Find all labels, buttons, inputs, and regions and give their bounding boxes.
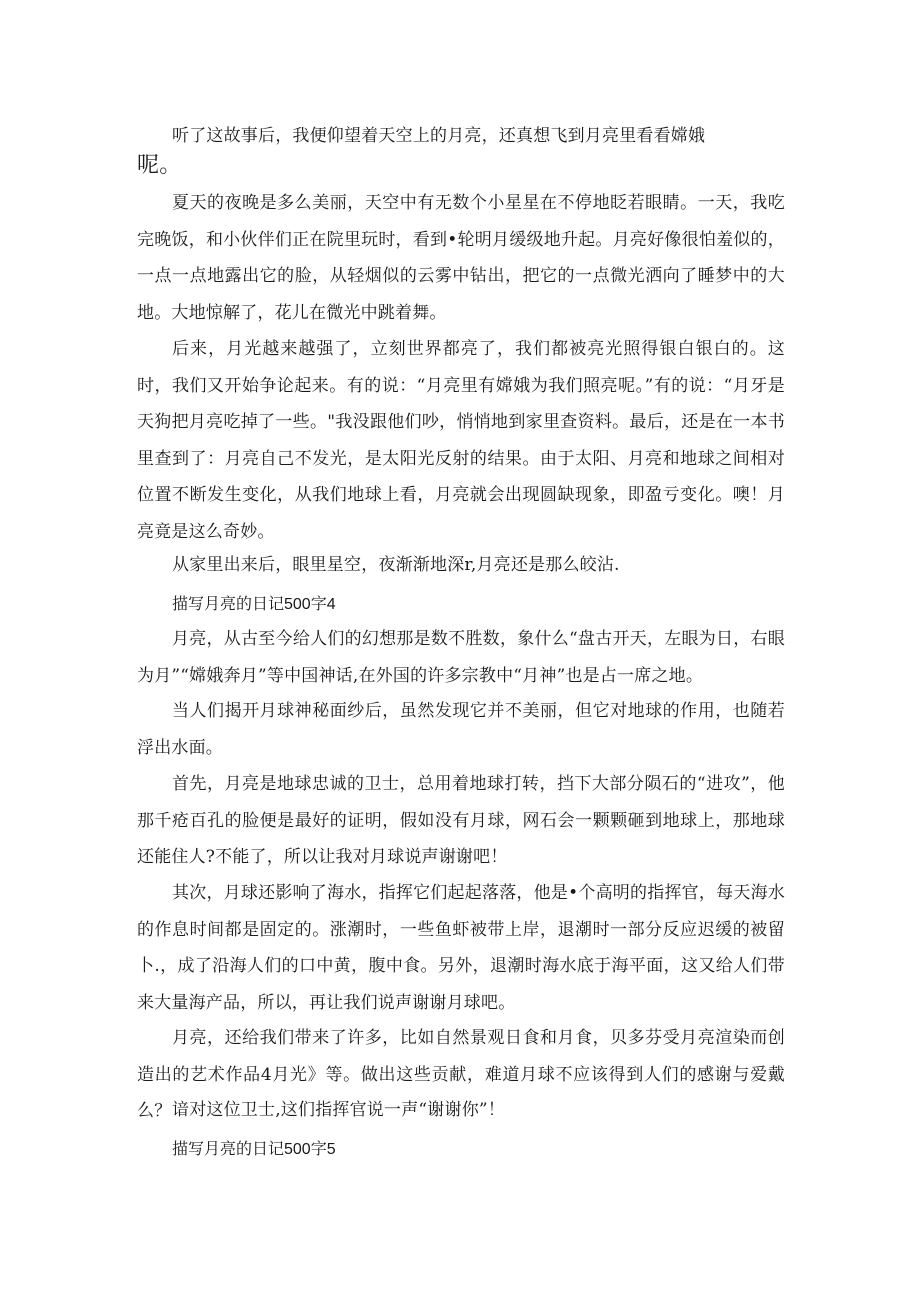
paragraph-summer-night: 夏天的夜晚是多么美丽，天空中有无数个小星星在不停地眨若眼睛。一天，我吃完晚饭，和小伙伴们正在院里玩时，看到•轮明月缓级地升起。月亮好像很怕羞似的，一点一点地露出它的脸，从轻烟似的云雾中钻出，把它的一点微光洒向了睡梦中的大地。大地惊解了，花儿在微光中跳着舞。 — [137, 193, 785, 323]
paragraph-moon-tides: 其次，月球还影响了海水，指挥它们起起落落，他是•个高明的指挥官，每天海水的作息时间都是固定的。涨潮时，一些鱼虾被带上岸，退潮时一部分反应迟缓的被留卜.，成了沿海人们的口中黄，腹中食。另外，退潮时海水底于海平面，这又给人们带来大量海产品，所以，再让我们说声谢谢月球吧。 — [137, 883, 785, 1013]
paragraph-moonlight-debate: 后来，月光越来越强了，立刻世界都亮了，我们都被亮光照得银白银白的。这时，我们又开始争论起来。有的说：“月亮里有嫦娥为我们照亮呢。”有的说：“月牙是天狗把月亮吃掉了一些。"我没跟他们吵，悄悄地到家里查资料。最后，还是在一本书里查到了：月亮自己不发光，是太阳光反射的结果。由于太阳、月亮和地球之间相对位置不断发生变化，从我们地球上看，月亮就会出现圆缺现象，即盈亏变化。噢！月亮竟是这么奇妙。 — [137, 339, 785, 542]
paragraph-thank-you: 谙对这位卫士,这们指挥官说一声“谢谢你”！ — [172, 1100, 505, 1120]
paragraph-moon-myths: 月亮，从古至今给人们的幻想那是数不胜数，象什么“盘古开天，左眼为日，右眼为月”“嫦娥奔月”等中国神话,在外国的许多宗教中“月神”也是占一席之地。 — [137, 629, 785, 686]
paragraph-leaving-home: 从家里出来后，眼里星空，夜渐渐地深r,月亮还是那么皎沾. — [172, 555, 620, 575]
paragraph-story-ending-tail: 呢。 — [137, 153, 182, 178]
paragraph-story-ending: 听了这故事后，我便仰望着天空上的月亮，还真想飞到月亮里看看嫦娥 — [172, 126, 706, 146]
paragraph-moon-gifts: 月亮，还给我们带来了许多，比如自然景观日食和月食，贝多芬受月亮渲染而创造出的艺术作品4月光》等。做出这些贡献，难道月球不应该得到人们的感谢与爱戴么？ — [137, 1028, 785, 1121]
paragraph-moon-unveiled: 当人们揭开月球神秘面纱后，虽然发现它并不美丽，但它对地球的作用，也随若浮出水面。 — [137, 701, 785, 758]
section-heading-diary-5: 描写月亮的日记500字5 — [172, 1141, 336, 1158]
paragraph-moon-guardian: 首先，月亮是地球忠诚的卫士，总用着地球打转，挡下大部分陨石的“进攻”，他那千疮百孔的脸便是最好的证明，假如没有月球，网石会一颗颗砸到地球上，那地球还能住人?不能了，所以让我对月球说声谢谢吧！ — [137, 774, 785, 867]
section-heading-diary-4: 描写月亮的日记500字4 — [172, 596, 336, 613]
